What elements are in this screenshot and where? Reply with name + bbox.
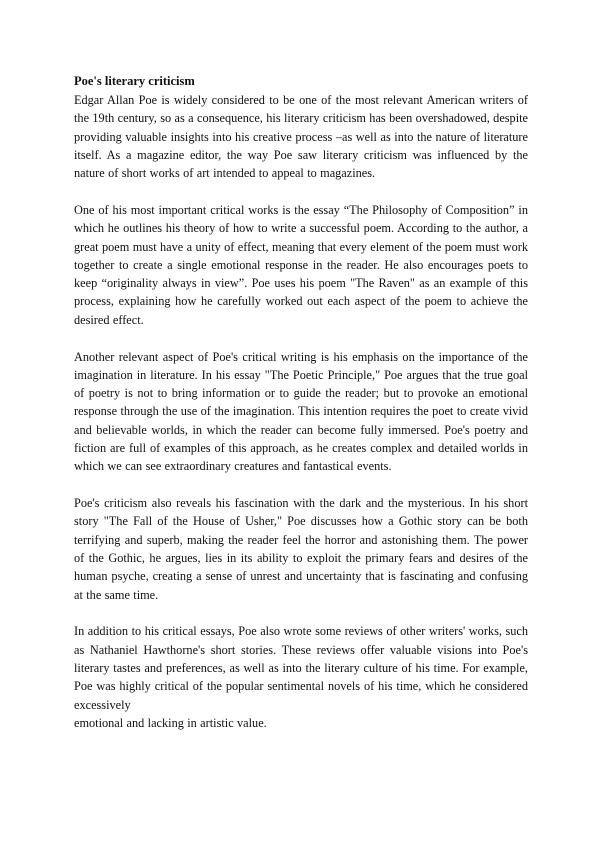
- paragraph-5-main: In addition to his critical essays, Poe also wrote some reviews of other writers' works, such as Nathaniel Hawthorne's short stories. These reviews offer valuable visions into Poe's literary tastes and preferences, as well as into the literary culture of his time. For example, Poe was highly critical of the popular sentimental novels of his time, which he considered excessively: [74, 624, 528, 712]
- paragraph-1: Edgar Allan Poe is widely considered to be one of the most relevant American writers of the 19th century, so as a consequence, his literary criticism has been overshadowed, despite providing valuable insights into his creative process –as well as into the nature of literature itself. As a magazine editor, the way Poe saw literary criticism was influenced by the nature of short works of art intended to appeal to magazines.: [74, 93, 528, 181]
- paragraph-5-tail: emotional and lacking in artistic value.: [74, 715, 267, 730]
- document-title: Poe's literary criticism: [74, 74, 195, 88]
- paragraph-2: One of his most important critical works is the essay “The Philosophy of Composition” in which he outlines his theory of how to write a successful poem. According to the author, a great poem must have a unity of effect, meaning that every element of the poem must work together to create a single emotional response in the reader. He also encourages poets to keep “originality always in view”. Poe uses his poem "The Raven" as an example of this process, explaining how he carefully worked out each aspect of the poem to achieve the desired effect.: [74, 202, 528, 327]
- paragraph-4: Poe's criticism also reveals his fascination with the dark and the mysterious. In his short story "The Fall of the House of Usher," Poe discusses how a Gothic story can be both terrifying and superb, making the reader feel the horror and astonishing them. The power of the Gothic, he argues, lies in its ability to exploit the primary fears and desires of the human psyche, creating a sense of unrest and uncertainty that is fascinating and confusing at the same time.: [74, 496, 528, 602]
- paragraph-3: Another relevant aspect of Poe's critical writing is his emphasis on the importance of the imagination in literature. In his essay "The Poetic Principle," Poe argues that the true goal of poetry is not to bring information or to guide the reader; but to provoke an emotional response through the use of the imagination. This intention requires the poet to create vivid and believable worlds, in which the reader can become fully immersed. Poe's poetry and fiction are full of examples of this approach, as he creates complex and detailed worlds in which we can see extraordinary creatures and fantastical events.: [74, 349, 528, 474]
- document-page: [74, 72, 528, 751]
- paragraph-5: [74, 622, 528, 732]
